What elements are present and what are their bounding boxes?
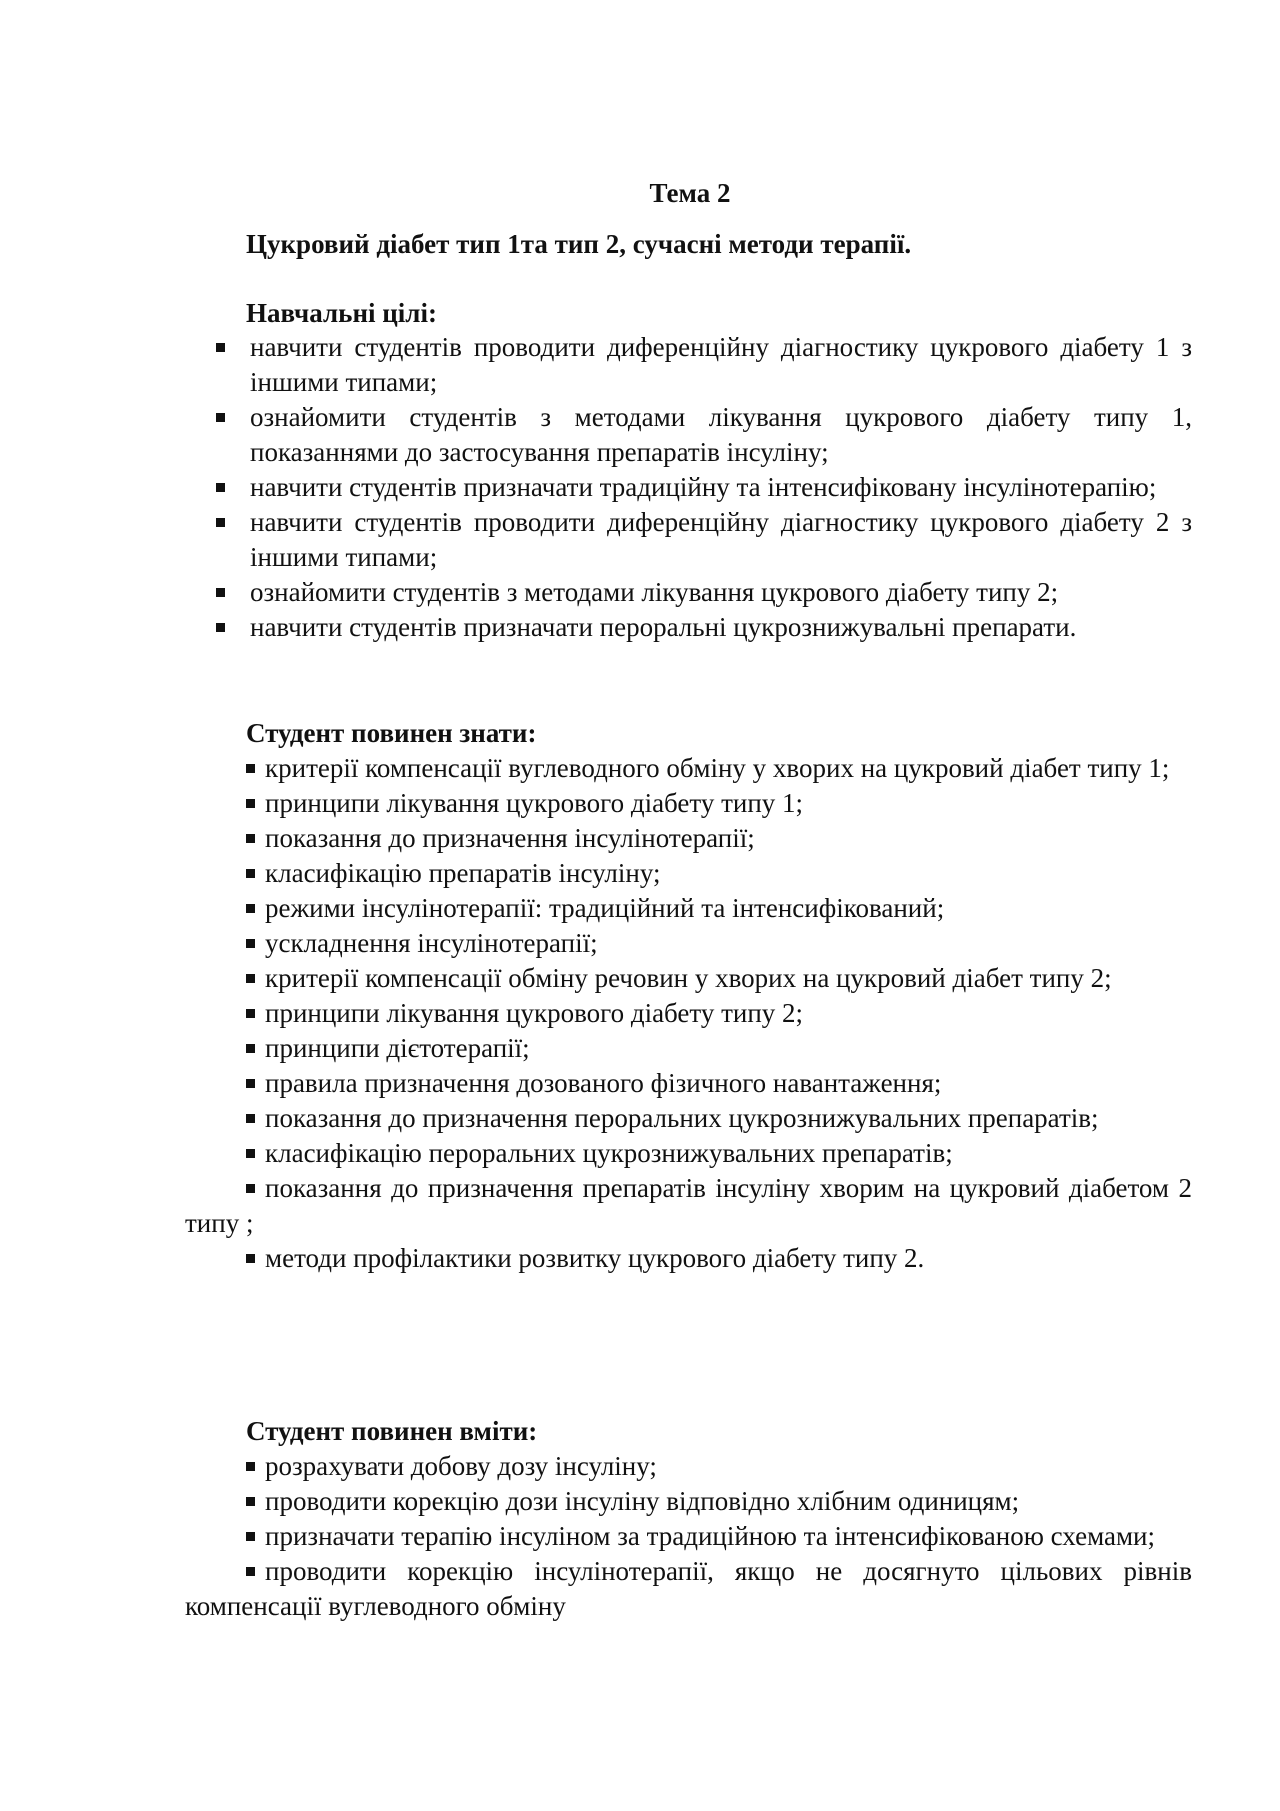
square-bullet-icon [246, 1567, 255, 1576]
list-item [185, 856, 1192, 891]
list-item [185, 751, 1192, 786]
square-bullet-icon [216, 483, 225, 492]
know-heading: Студент повинен знати: [246, 718, 537, 748]
list-item-text: навчити студентів призначати традиційну та інтенсифіковану інсулінотерапію; [250, 472, 1157, 502]
square-bullet-icon [246, 1532, 255, 1541]
topic-heading: Тема 2 [649, 178, 731, 208]
list-item-text: принципи лікування цукрового діабету типу 1; [265, 788, 804, 818]
square-bullet-icon [246, 1462, 255, 1471]
list-item [185, 926, 1192, 961]
list-item-text: показання до призначення інсулінотерапії; [265, 823, 755, 853]
list-item-text: навчити студентів проводити диференційну діагностику цукрового діабету 2 з іншими типами; [250, 507, 1192, 572]
square-bullet-icon [246, 1114, 255, 1123]
list-item-text: ускладнення інсулінотерапії; [265, 928, 598, 958]
square-bullet-icon [246, 764, 255, 773]
square-bullet-icon [216, 413, 225, 422]
list-item [185, 1449, 1192, 1484]
square-bullet-icon [246, 869, 255, 878]
square-bullet-icon [216, 343, 225, 352]
list-item-text: режими інсулінотерапії: традиційний та інтенсифікований; [265, 893, 945, 923]
document-title: Цукровий діабет тип 1та тип 2, сучасні методи терапії. [246, 229, 912, 259]
list-item-text: призначати терапію інсуліном за традиційною та інтенсифікованою схемами; [265, 1521, 1155, 1551]
list-item [185, 1554, 1192, 1624]
goals-list [212, 330, 1192, 645]
square-bullet-icon [246, 799, 255, 808]
square-bullet-icon [246, 1497, 255, 1506]
list-item-text: методи профілактики розвитку цукрового діабету типу 2. [265, 1243, 925, 1273]
list-item [185, 996, 1192, 1031]
list-item-text: навчити студентів призначати пероральні цукрознижувальні препарати. [250, 612, 1077, 642]
list-item [212, 330, 1192, 400]
square-bullet-icon [246, 904, 255, 913]
square-bullet-icon [216, 588, 225, 597]
list-item-text: класифікацію пероральних цукрознижувальних препаратів; [265, 1138, 953, 1168]
list-item [212, 575, 1192, 610]
square-bullet-icon [246, 1254, 255, 1263]
square-bullet-icon [216, 623, 225, 632]
list-item [185, 1241, 1192, 1276]
list-item-text: показання до призначення препаратів інсуліну хворим на цукровий діабетом 2 типу ; [185, 1173, 1192, 1238]
list-item-text: розрахувати добову дозу інсуліну; [265, 1451, 657, 1481]
square-bullet-icon [246, 1044, 255, 1053]
list-item [212, 400, 1192, 470]
skills-heading: Студент повинен вміти: [246, 1416, 538, 1446]
list-item [185, 1066, 1192, 1101]
square-bullet-icon [246, 974, 255, 983]
list-item-text: принципи лікування цукрового діабету типу 2; [265, 998, 804, 1028]
list-item-text: принципи дієтотерапії; [265, 1033, 530, 1063]
list-item [212, 470, 1192, 505]
list-item [185, 821, 1192, 856]
list-item [185, 1519, 1192, 1554]
list-item-text: правила призначення дозованого фізичного навантаження; [265, 1068, 942, 1098]
list-item-text: ознайомити студентів з методами лікування цукрового діабету типу 1, показаннями до застосування препаратів інсуліну; [250, 402, 1192, 467]
list-item [185, 1101, 1192, 1136]
square-bullet-icon [246, 1079, 255, 1088]
list-item-text: проводити корекцію інсулінотерапії, якщо не досягнуто цільових рівнів компенсації вуглеводного обміну [185, 1556, 1192, 1621]
list-item [185, 891, 1192, 926]
list-item [185, 1136, 1192, 1171]
list-item-text: проводити корекцію дози інсуліну відповідно хлібним одиницям; [265, 1486, 1020, 1516]
list-item-text: критерії компенсації обміну речовин у хворих на цукровий діабет типу 2; [265, 963, 1112, 993]
goals-heading: Навчальні цілі: [246, 298, 437, 328]
list-item [185, 1484, 1192, 1519]
list-item-text: критерії компенсації вуглеводного обміну у хворих на цукровий діабет типу 1; [265, 753, 1170, 783]
list-item-text: ознайомити студентів з методами лікування цукрового діабету типу 2; [250, 577, 1059, 607]
list-item [185, 1031, 1192, 1066]
list-item [185, 1171, 1192, 1241]
list-item-text: показання до призначення пероральних цукрознижувальних препаратів; [265, 1103, 1099, 1133]
know-list [185, 751, 1192, 1276]
list-item [185, 786, 1192, 821]
square-bullet-icon [216, 518, 225, 527]
list-item [212, 610, 1192, 645]
square-bullet-icon [246, 939, 255, 948]
list-item-text: класифікацію препаратів інсуліну; [265, 858, 661, 888]
square-bullet-icon [246, 1149, 255, 1158]
list-item [212, 505, 1192, 575]
square-bullet-icon [246, 834, 255, 843]
list-item [185, 961, 1192, 996]
square-bullet-icon [246, 1009, 255, 1018]
square-bullet-icon [246, 1184, 255, 1193]
skills-list [185, 1449, 1192, 1624]
list-item-text: навчити студентів проводити диференційну діагностику цукрового діабету 1 з іншими типами; [250, 332, 1192, 397]
